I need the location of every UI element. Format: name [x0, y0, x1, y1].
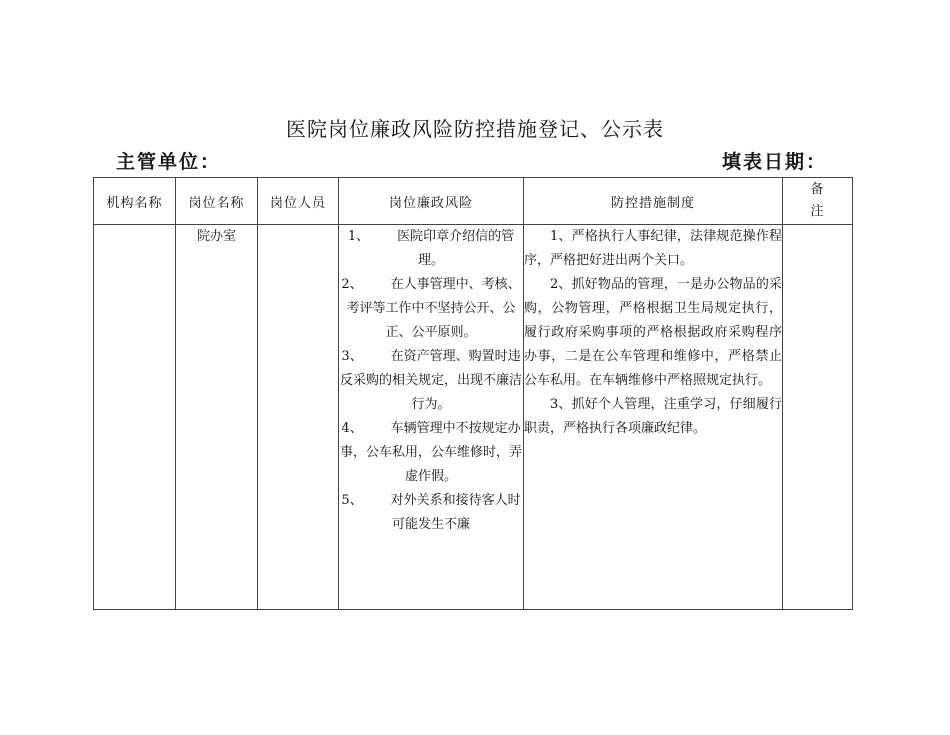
cell-control-measures: [524, 225, 783, 610]
measure-item: 1、严格执行人事纪律，法律规范操作程序，严格把好进出两个关口。: [524, 229, 782, 268]
header-remark-line-2: 注: [810, 204, 825, 219]
header-post-staff: 岗位人员: [258, 178, 339, 225]
header-post-name: 岗位名称: [176, 178, 258, 225]
risk-item: 1、 医院印章介绍信的管理。: [347, 229, 515, 268]
risk-item: 4、 车辆管理中不按规定办事，公车私用，公车维修时，弄虚作假。: [339, 421, 522, 484]
page-title: 医院岗位廉政风险防控措施登记、公示表: [286, 117, 664, 141]
risk-item: 2、 在人事管理中、考核、考评等工作中不坚持公开、公正、公平原则。: [341, 277, 521, 340]
cell-integrity-risk: [339, 225, 524, 610]
registration-table: [93, 177, 853, 610]
header-remark-line-1: 备: [810, 182, 825, 197]
supervisor-label: 主管单位：: [116, 151, 222, 173]
header-org-name: 机构名称: [94, 178, 176, 225]
risk-item: 3、 在资产管理、购置时违反采购的相关规定，出现不廉洁行为。: [339, 349, 522, 412]
header-remark: [783, 178, 853, 225]
post-name-text: 院办室: [196, 229, 236, 244]
date-label: 填表日期：: [722, 151, 828, 173]
cell-post-staff: [258, 225, 339, 610]
table-header-row: [94, 178, 853, 225]
measure-item: 2、抓好物品的管理，一是办公物品的采购，公物管理，严格根据卫生局规定执行，履行政府采购事项的严格根据政府采购程序办事，二是在公车管理和维修中，严格禁止公车私用。在车辆维修中严格照规定执行。: [524, 277, 782, 388]
cell-remark: [783, 225, 853, 610]
table-row: [94, 225, 853, 610]
risk-item: 5、 对外关系和接待客人时可能发生不廉: [341, 493, 521, 532]
cell-post-name: [176, 225, 258, 610]
measure-item: 3、抓好个人管理，注重学习，仔细履行职责，严格执行各项廉政纪律。: [524, 397, 782, 436]
cell-org-name: [94, 225, 176, 610]
header-integrity-risk: 岗位廉政风险: [339, 178, 524, 225]
header-control-measures: 防控措施制度: [524, 178, 783, 225]
